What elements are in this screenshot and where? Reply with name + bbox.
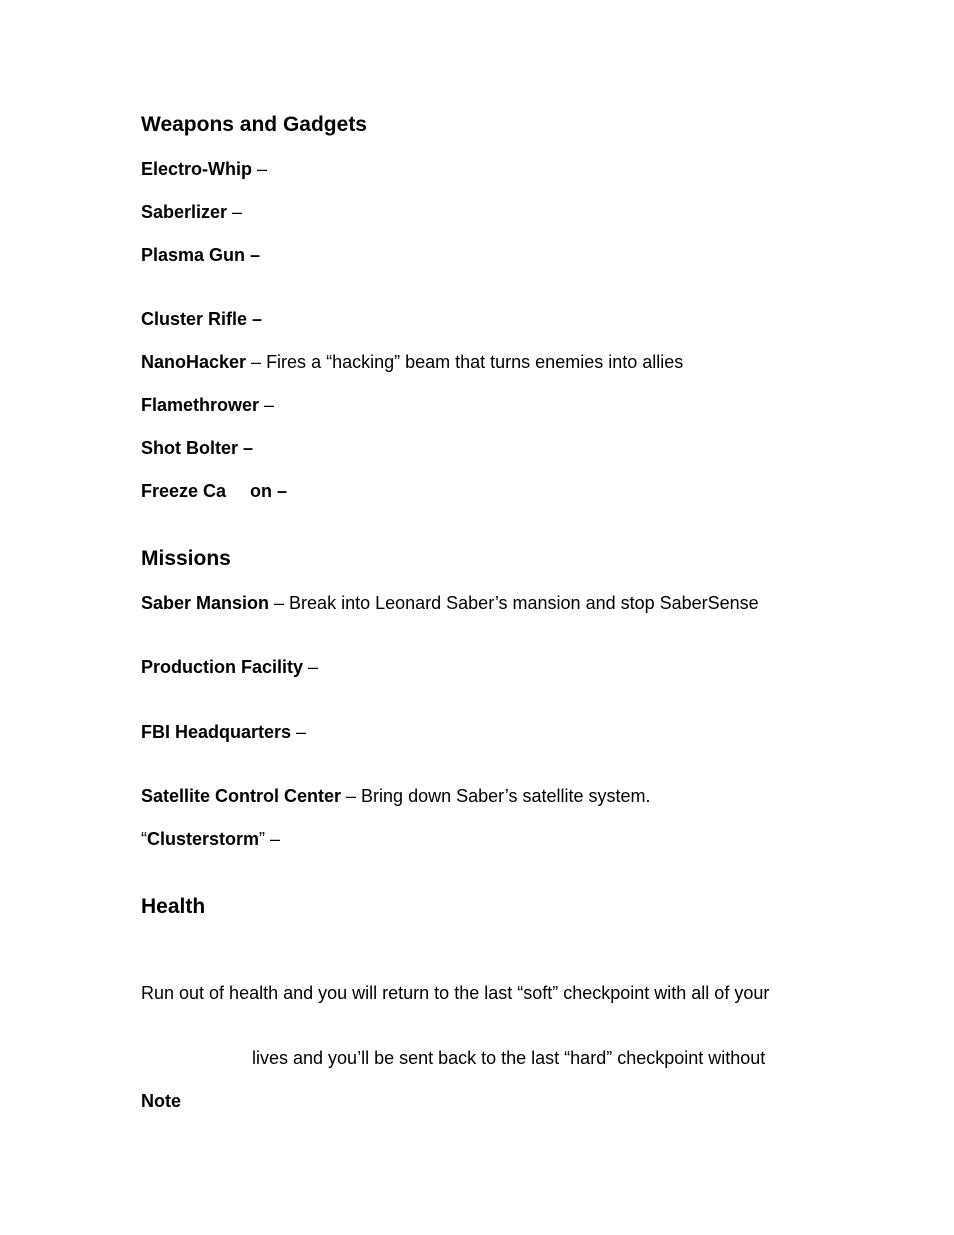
mission-item-saber-mansion xyxy=(141,592,759,614)
mission-item-fbi-headquarters xyxy=(141,721,306,743)
item-name: Flamethrower xyxy=(141,395,260,415)
item-separator: – xyxy=(341,786,362,806)
note-label xyxy=(141,1090,181,1112)
item-name: Production Facility xyxy=(141,657,304,677)
item-description: Break into Leonard Saber’s mansion and stop SaberSense xyxy=(289,593,759,613)
item-name: Saberlizer xyxy=(141,202,228,222)
item-open-quote: “ xyxy=(141,829,147,849)
item-separator: – xyxy=(246,352,267,372)
item-name-part-b: on – xyxy=(250,481,288,501)
health-heading: Health xyxy=(141,895,206,918)
item-name: Plasma Gun – xyxy=(141,245,261,265)
item-separator: ” – xyxy=(259,829,281,849)
item-description: Bring down Saber’s satellite system. xyxy=(361,786,651,806)
weapon-item-plasma-gun xyxy=(141,244,260,266)
weapon-item-saberlizer xyxy=(141,201,242,223)
item-name: Shot Bolter – xyxy=(141,438,254,458)
weapon-item-nanohacker xyxy=(141,351,683,373)
weapons-heading: Weapons and Gadgets xyxy=(141,113,367,136)
weapon-item-shot-bolter xyxy=(141,437,253,459)
health-text-line-2: lives and you’ll be sent back to the last “hard” checkpoint without xyxy=(252,1048,766,1068)
item-separator: – xyxy=(303,657,319,677)
weapon-item-flamethrower xyxy=(141,394,274,416)
weapon-item-electro-whip xyxy=(141,158,267,180)
mission-item-production-facility xyxy=(141,656,318,678)
item-separator: – xyxy=(259,395,275,415)
item-name: Satellite Control Center xyxy=(141,786,342,806)
item-name-part-a: Freeze Ca xyxy=(141,481,227,501)
item-separator: – xyxy=(269,593,290,613)
weapon-item-cluster-rifle xyxy=(141,308,262,330)
item-name: Clusterstorm xyxy=(147,829,260,849)
item-name: FBI Headquarters xyxy=(141,722,292,742)
item-separator: – xyxy=(227,202,243,222)
mission-item-satellite-control-center xyxy=(141,785,651,807)
note-text: Note xyxy=(141,1091,181,1111)
item-separator: – xyxy=(291,722,307,742)
item-name: Cluster Rifle – xyxy=(141,309,263,329)
item-name: Saber Mansion xyxy=(141,593,270,613)
item-name: Electro-Whip xyxy=(141,159,252,179)
missions-heading: Missions xyxy=(141,547,231,570)
weapon-item-freeze-cannon xyxy=(141,480,287,502)
item-separator: – xyxy=(252,159,268,179)
item-name: NanoHacker xyxy=(141,352,247,372)
mission-item-clusterstorm xyxy=(141,828,280,850)
item-description: Fires a “hacking” beam that turns enemies into allies xyxy=(266,352,684,372)
health-text-line-1: Run out of health and you will return to the last “soft” checkpoint with all of your xyxy=(141,983,770,1003)
